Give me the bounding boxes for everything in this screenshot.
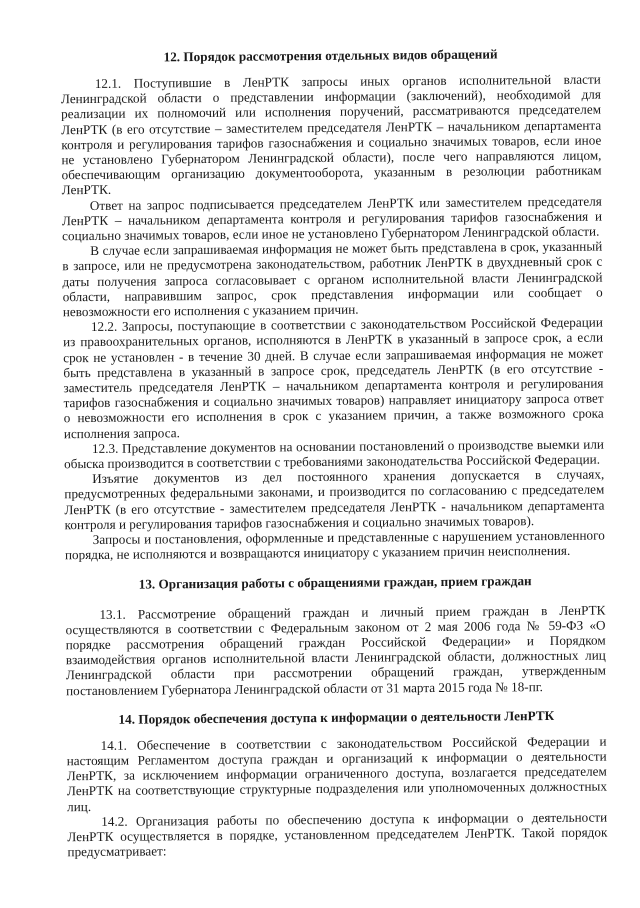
paragraph-12-3-seizure: Изъятие документов из дел постоянного хранения допускается в случаях, предусмотренных федеральными законами, и производится по согласованию с председателем ЛенРТК (в его отсутствие - заместителем председателя ЛенРТК - начальником департамента контроля и регулирования тарифов газоснабжения и социально значимых товаров). <box>64 466 605 533</box>
paragraph-12-2: 12.2. Запросы, поступающие в соответствии с законодательством Российской Федерации из правоохранительных органов, исполняются в ЛенРТК в указанный в запросе срок, а если срок не установлен - в течение 30 дней. В случае если запрашиваемая информация не может быть представлена в указанный в запросе срок, председатель ЛенРТК (в его отсутствие - заместитель председателя ЛенРТК – начальником департамента контроля и регулирования тарифов газоснабжения и социально значимых товаров) направляет инициатору запроса ответ о невозможности его исполнения в срок с указанием причин, а также возможного срока исполнения запроса. <box>62 314 604 441</box>
paragraph-12-1-reply: Ответ на запрос подписывается председателем ЛенРТК или заместителем председателя ЛенРТК – начальником департамента контроля и регулирования тарифов газоснабжения и социально значимых товаров, если иное не установлено Губернатором Ленинградской области. <box>61 193 603 244</box>
paragraph-12-1: 12.1. Поступившие в ЛенРТК запросы иных органов исполнительной власти Ленинградской области о представлении информации (заключений), необходимой для реализации их полномочий или исполнения поручений, рассматриваются председателем ЛенРТК (в его отсутствие – заместителем председателя ЛенРТК – начальником департамента контроля и регулирования тарифов газоснабжения и социально значимых товаров, если иное не установлено Губернатором Ленинградской области), после чего направляются лицом, обеспечивающим организацию документооборота, указанным в резолюции работникам ЛенРТК. <box>60 71 602 198</box>
paragraph-12-3: 12.3. Представление документов на основании постановлений о производстве выемки или обыска производится в соответствии с требованиями законодательства Российской Федерации. <box>64 436 605 472</box>
section-13-title: 13. Организация работы с обращениями граждан, прием граждан <box>138 572 532 592</box>
paragraph-12-1-deadline: В случае если запрашиваемая информация не может быть представлена в срок, указанный в запросе, или не предусмотрена законодательством, работник ЛенРТК в двухдневный срок с даты получения запроса согласовывает с органом исполнительной власти Ленинградской области, направившим запрос, срок представления информации или сообщает о невозможности его исполнения с указанием причин. <box>62 238 603 320</box>
section-14-title: 14. Порядок обеспечения доступа к информации о деятельности ЛенРТК <box>118 707 555 727</box>
paragraph-14-2: 14.2. Организация работы по обеспечению доступа к информации о деятельности ЛенРТК осуществляется в порядке, установленном председателем ЛенРТК. Такой порядок предусматривает: <box>67 809 608 860</box>
paragraph-14-1: 14.1. Обеспечение в соответствии с законодательством Российской Федерации и настоящим Регламентом доступа граждан и организаций к информации о деятельности ЛенРТК, за исключением информации ограниченного доступа, возлагается председателем ЛенРТК на соответствующие структурные подразделения или уполномоченных должностных лиц. <box>66 733 608 814</box>
paragraph-12-3-return: Запросы и постановления, оформленные и представленные с нарушением установленного порядка, не исполняются и возвращаются инициатору с указанием причин неисполнения. <box>64 527 605 563</box>
section-12-title: 12. Порядок рассмотрения отдельных видов обращений <box>163 46 498 65</box>
paragraph-13-1: 13.1. Рассмотрение обращений граждан и личный прием граждан в ЛенРТК осуществляются в соответствии с Федеральным законом от 2 мая 2006 года № 59-ФЗ «О порядке рассмотрения обращений граждан Российской Федерации» и Порядком взаимодействия органов исполнительной власти Ленинградской области, должностных лиц Ленинградской области при рассмотрении обращений граждан, утвержденным постановлением Губернатора Ленинградской области от 31 марта 2015 года № 18-пг. <box>65 602 606 698</box>
